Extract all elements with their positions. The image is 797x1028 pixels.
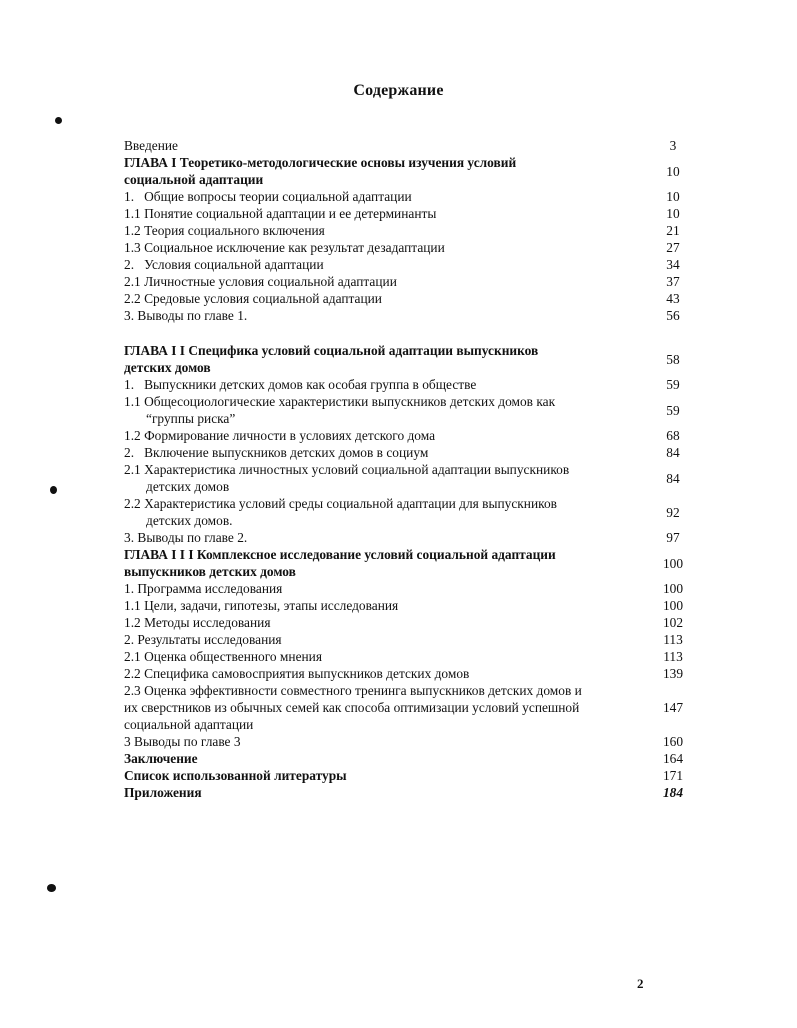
toc-page-number: 100 (662, 555, 684, 571)
toc-entry-chapter-3: ГЛАВА I I I Комплексное исследование условий социальной адаптации выпускников детских домов 100 (124, 546, 702, 580)
toc-page-number: 56 (666, 308, 680, 323)
toc-entry: 1.1 Цели, задачи, гипотезы, этапы исследования 100 (124, 597, 702, 614)
toc-entry: 2.2 Характеристика условий среды социальной адаптации для выпускников детских домов. 92 (124, 495, 702, 529)
toc-page-number: 164 (662, 751, 684, 766)
toc-entry: 1.2 Методы исследования 102 (124, 614, 702, 631)
page-title: Содержание (353, 82, 444, 99)
scan-speck (50, 486, 57, 494)
toc-page-number: 147 (662, 700, 684, 715)
toc-page-number: 171 (662, 768, 684, 783)
toc-page-number: 68 (666, 428, 680, 443)
toc-entry: 2.1 Личностные условия социальной адаптации 37 (124, 273, 702, 290)
toc-page-number: 10 (666, 206, 680, 221)
toc-page-number: 37 (666, 274, 680, 289)
toc-page-number: 10 (666, 163, 680, 179)
toc-page-number: 184 (662, 785, 684, 800)
table-of-contents (124, 137, 702, 801)
toc-entry: 1. Общие вопросы теории социальной адаптации 10 (124, 188, 702, 205)
toc-entry-references: Список использованной литературы 171 (124, 767, 702, 784)
toc-page-number: 102 (662, 615, 684, 630)
toc-entry: 1.3 Социальное исключение как результат дезадаптации 27 (124, 239, 702, 256)
toc-page-number: 34 (666, 257, 680, 272)
toc-entry: 1.2 Формирование личности в условиях детского дома 68 (124, 427, 702, 444)
toc-page-number: 21 (666, 223, 680, 238)
toc-entry: 1.1 Понятие социальной адаптации и ее детерминанты 10 (124, 205, 702, 222)
scan-speck (55, 117, 62, 124)
toc-page-number: 100 (662, 581, 684, 596)
toc-page-number: 58 (666, 351, 680, 367)
toc-page-number: 160 (662, 734, 684, 749)
toc-entry: 1.1 Общесоциологические характеристики выпускников детских домов как “группы риска” 59 (124, 393, 702, 427)
toc-page-number: 59 (666, 377, 680, 392)
toc-entry-chapter-2: ГЛАВА I I Специфика условий социальной адаптации выпускников детских домов 58 (124, 342, 702, 376)
toc-entry: 2.3 Оценка эффективности совместного тренинга выпускников детских домов и их сверстников из обычных семей как способа оптимизации условий успешной социальной адаптации 147 (124, 682, 702, 733)
toc-page-number: 59 (666, 402, 680, 418)
toc-page-number: 3 (669, 138, 677, 153)
toc-entry: 2.2 Средовые условия социальной адаптации 43 (124, 290, 702, 307)
toc-entry-introduction: Введение 3 (124, 137, 702, 154)
toc-entry: 1.2 Теория социального включения 21 (124, 222, 702, 239)
toc-page-number: 113 (663, 632, 683, 647)
toc-page-number: 10 (666, 189, 680, 204)
toc-page-number: 113 (663, 649, 683, 664)
page-number: 2 (637, 976, 644, 991)
toc-page-number: 100 (662, 598, 684, 613)
toc-page-number: 84 (666, 470, 680, 486)
toc-entry: 3. Выводы по главе 1. 56 (124, 307, 702, 324)
toc-entry: 3. Выводы по главе 2. 97 (124, 529, 702, 546)
section-spacer (124, 324, 702, 342)
toc-page-number: 27 (666, 240, 680, 255)
toc-entry-appendices: Приложения 184 (124, 784, 702, 801)
toc-entry: 1. Программа исследования 100 (124, 580, 702, 597)
toc-entry-chapter-1: ГЛАВА I Теоретико-методологические основы изучения условий социальной адаптации 10 (124, 154, 702, 188)
toc-entry: 2. Результаты исследования 113 (124, 631, 702, 648)
toc-entry: 2.2 Специфика самовосприятия выпускников детских домов 139 (124, 665, 702, 682)
toc-entry-conclusion: Заключение 164 (124, 750, 702, 767)
toc-page-number: 97 (666, 530, 680, 545)
scan-speck (47, 884, 56, 892)
toc-entry: 2.1 Оценка общественного мнения 113 (124, 648, 702, 665)
toc-entry: 3 Выводы по главе 3 160 (124, 733, 702, 750)
toc-page-number: 92 (666, 504, 680, 520)
toc-page-number: 43 (666, 291, 680, 306)
toc-entry: 2. Условия социальной адаптации 34 (124, 256, 702, 273)
toc-page-number: 139 (662, 666, 684, 681)
toc-entry: 2. Включение выпускников детских домов в социум 84 (124, 444, 702, 461)
toc-entry: 2.1 Характеристика личностных условий социальной адаптации выпускников детских домов 84 (124, 461, 702, 495)
toc-page-number: 84 (666, 445, 680, 460)
toc-entry: 1. Выпускники детских домов как особая группа в обществе 59 (124, 376, 702, 393)
